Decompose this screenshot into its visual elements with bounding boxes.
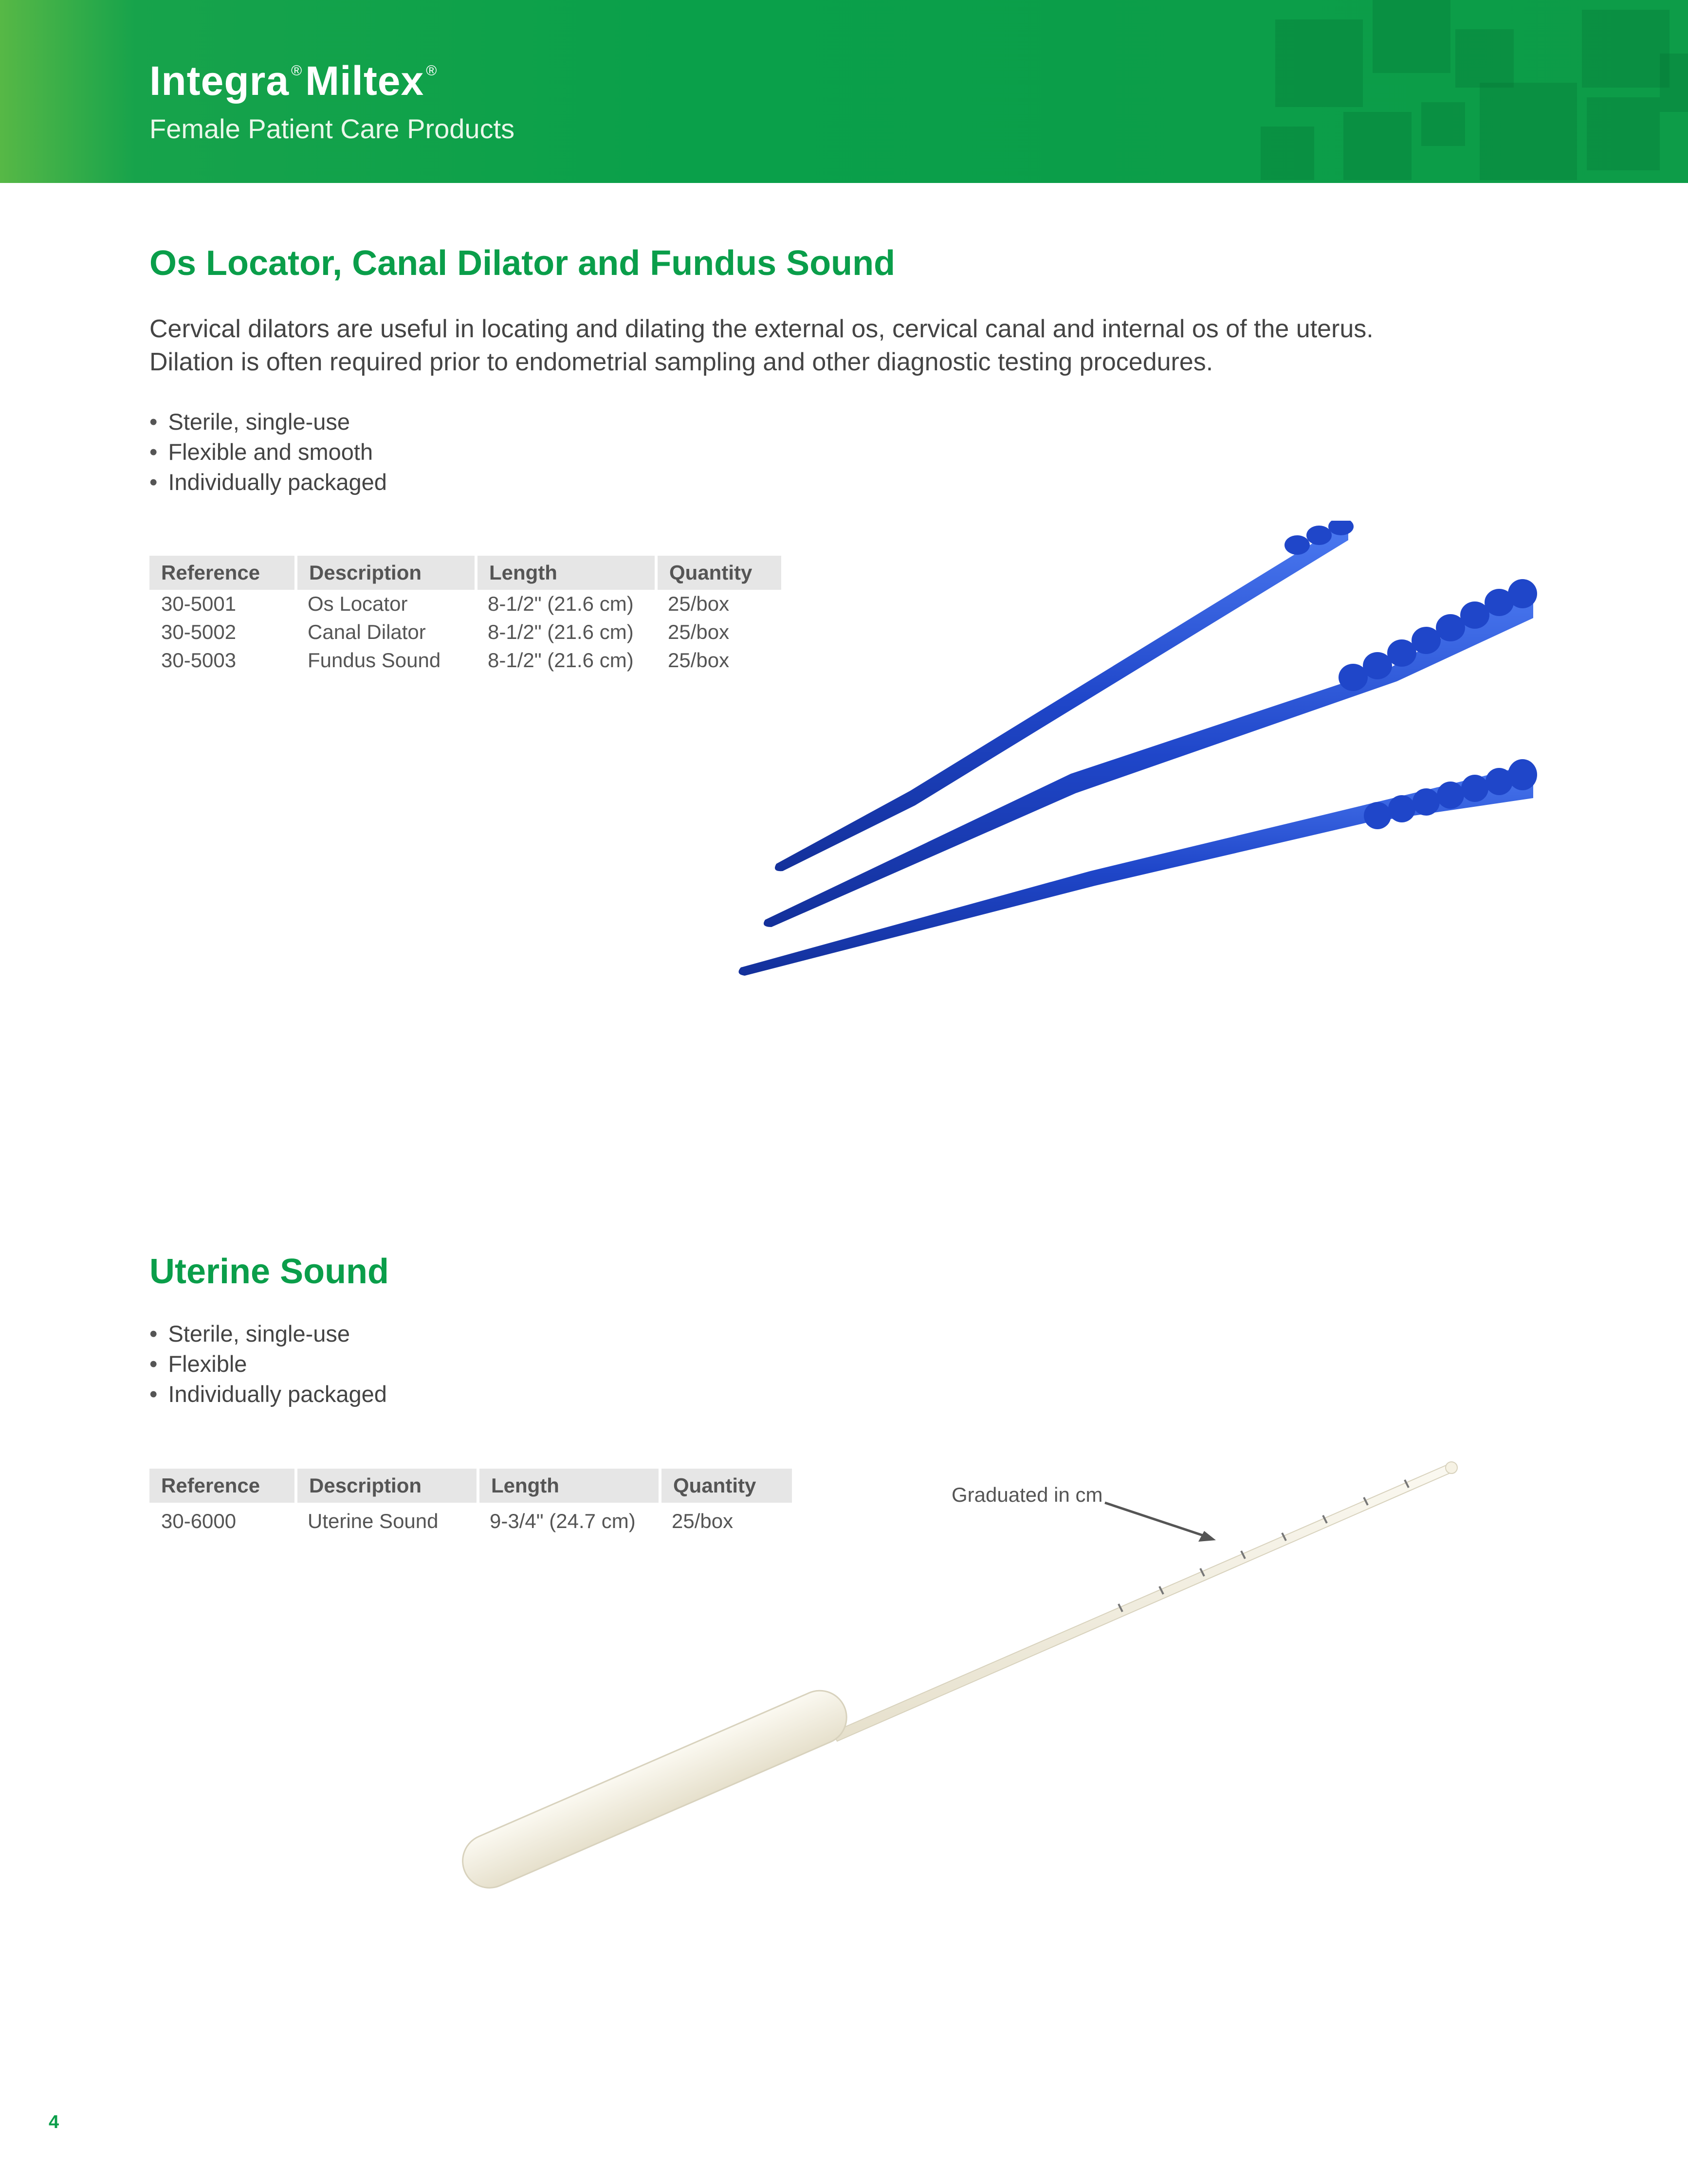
page-number: 4: [49, 2112, 59, 2132]
canal-dilator-image: [764, 579, 1537, 927]
header-subtitle: Female Patient Care Products: [149, 113, 515, 144]
table-cell: Canal Dilator: [308, 620, 426, 643]
graduated-callout: Graduated in cm: [952, 1483, 1103, 1506]
page-header: [0, 0, 1688, 183]
section-paragraph: [149, 312, 1464, 379]
paragraph-line: Dilation is often required prior to endometrial sampling and other diagnostic testing procedures.: [149, 348, 1213, 376]
feature-item: • Sterile, single-use: [149, 1319, 387, 1349]
section-title-uterine-sound: Uterine Sound: [149, 1252, 389, 1291]
callout-arrow: [1105, 1503, 1216, 1542]
feature-item: • Flexible: [149, 1349, 387, 1379]
section-title-os-locator: Os Locator, Canal Dilator and Fundus Sound: [149, 244, 896, 283]
table-cell: 25/box: [668, 620, 730, 643]
table-cell: Fundus Sound: [308, 649, 441, 672]
table-cell: 25/box: [668, 592, 730, 615]
table-cell: 25/box: [672, 1510, 734, 1532]
column-header: Quantity: [660, 1469, 792, 1503]
brand-logo: [149, 57, 440, 105]
table-row: [149, 590, 781, 618]
table-cell: 25/box: [668, 649, 730, 672]
column-header: Length: [478, 1469, 660, 1503]
registered-mark: ®: [291, 63, 303, 79]
feature-list: [149, 1319, 387, 1409]
brand-integra: Integra: [149, 58, 290, 104]
column-header: Quantity: [656, 556, 781, 590]
os-locator-image: [775, 521, 1354, 871]
column-header: Description: [296, 556, 476, 590]
table-cell: 8-1/2" (21.6 cm): [488, 620, 634, 643]
product-table: [149, 556, 781, 674]
uterine-sound-image: [428, 1440, 1519, 1917]
table-cell: 8-1/2" (21.6 cm): [488, 592, 634, 615]
paragraph-line: Cervical dilators are useful in locating and dilating the external os, cervical canal and internal os of the uterus.: [149, 315, 1374, 343]
fundus-sound-image: [739, 759, 1538, 976]
table-cell: 30-5001: [161, 592, 237, 615]
column-header: Description: [296, 1469, 478, 1503]
table-row: [149, 618, 781, 646]
table-cell: 9-3/4" (24.7 cm): [490, 1510, 636, 1532]
feature-item: • Individually packaged: [149, 1379, 387, 1409]
table-cell: Os Locator: [308, 592, 408, 615]
table-row: [149, 646, 781, 674]
feature-item: • Sterile, single-use: [149, 407, 387, 437]
brand-miltex: Miltex: [305, 58, 424, 104]
column-header: Reference: [149, 556, 296, 590]
table-cell: Uterine Sound: [308, 1510, 439, 1532]
table-cell: 30-5002: [161, 620, 237, 643]
registered-mark: ®: [426, 63, 438, 79]
uterine-sound-handle: [454, 1682, 855, 1896]
table-cell: 30-5003: [161, 649, 237, 672]
column-header: Length: [476, 556, 656, 590]
feature-item: • Flexible and smooth: [149, 437, 387, 467]
table-cell: 30-6000: [161, 1510, 237, 1532]
dilators-product-image: [720, 521, 1538, 988]
table-cell: 8-1/2" (21.6 cm): [488, 649, 634, 672]
feature-list: [149, 407, 387, 497]
feature-item: • Individually packaged: [149, 467, 387, 497]
column-header: Reference: [149, 1469, 296, 1503]
table-header-row: [149, 556, 781, 590]
